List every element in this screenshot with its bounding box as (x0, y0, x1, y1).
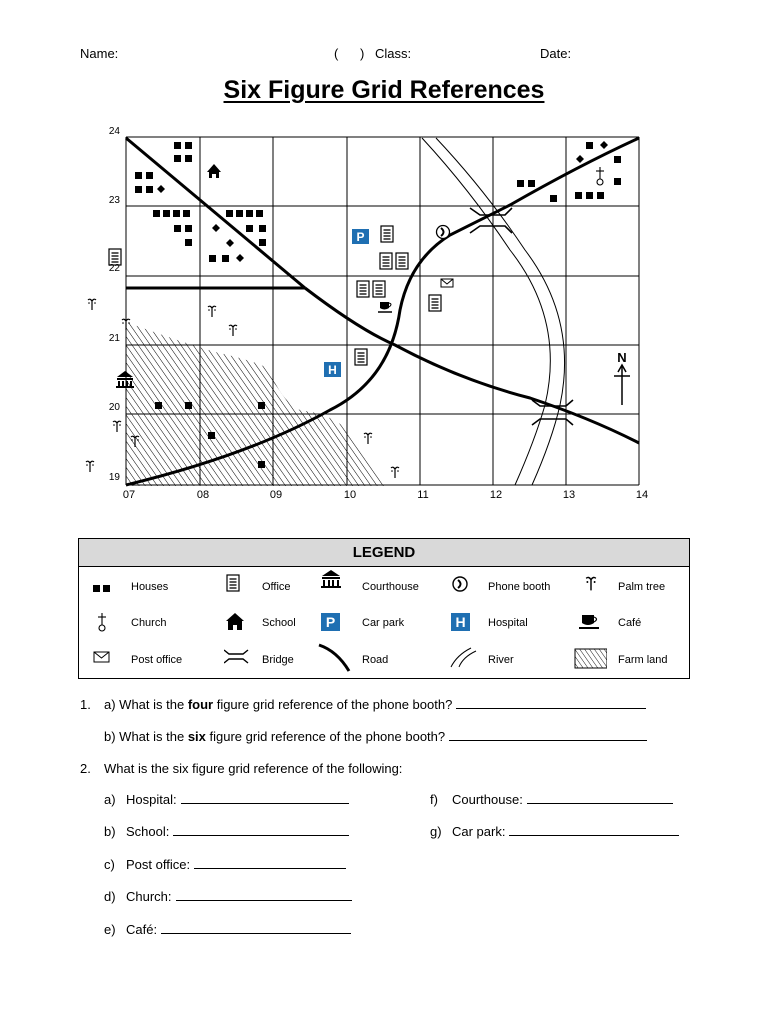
north-arrow (614, 350, 630, 405)
legend-title: LEGEND (79, 539, 689, 567)
answer-2g-input[interactable] (509, 823, 679, 836)
class-label: Class: (375, 46, 412, 61)
question-2: 2. What is the six figure grid reference of the following: (80, 761, 403, 776)
question-1a: 1. a) What is the four figure grid reference of the phone booth? (80, 696, 646, 712)
question-2a: a) Hospital: (104, 791, 349, 807)
question-2b: b) School: (104, 823, 349, 839)
y-tick-label: 19 (108, 472, 120, 483)
palm-tree-icon (581, 573, 611, 595)
x-tick-label: 14 (635, 489, 649, 501)
question-2f: f) Courthouse: (430, 791, 673, 807)
office-icon (429, 295, 441, 311)
answer-2a-input[interactable] (181, 791, 349, 804)
x-axis-labels (123, 489, 648, 501)
river-icon (449, 645, 483, 669)
farm-land-icon (573, 647, 607, 671)
answer-2f-input[interactable] (527, 791, 673, 804)
y-tick-label: 22 (108, 263, 120, 274)
question-2g: g) Car park: (430, 823, 679, 839)
question-2d: d) Church: (104, 888, 352, 904)
answer-2c-input[interactable] (194, 856, 346, 869)
date-label: Date: (540, 46, 572, 61)
office-icon (357, 281, 385, 297)
question-2c: c) Post office: (104, 856, 346, 872)
answer-1a-input[interactable] (456, 696, 646, 709)
office-icon (224, 573, 254, 595)
grid-map (0, 120, 768, 510)
x-tick-label: 12 (489, 489, 503, 501)
post-office-icon (441, 279, 453, 287)
school-icon (224, 611, 254, 633)
cafe-icon (378, 302, 392, 312)
answer-2b-input[interactable] (173, 823, 349, 836)
answer-1b-input[interactable] (449, 728, 647, 741)
phone-booth-icon (437, 226, 450, 239)
y-axis-labels (109, 126, 121, 483)
question-1b: b) What is the six figure grid reference of the phone booth? (104, 728, 647, 744)
name-label: Name: (80, 46, 119, 61)
school-icon (207, 164, 221, 178)
north-label: N (617, 350, 627, 365)
y-tick-label: 23 (108, 195, 120, 206)
courthouse-icon (319, 569, 349, 591)
church-icon (91, 611, 121, 633)
answer-2e-input[interactable] (161, 921, 351, 934)
x-tick-label: 07 (122, 489, 136, 501)
farm-land-area (126, 322, 387, 486)
legend-box: LEGEND Houses Office Courthouse Phone booth Palm tree Church School P Car park H Hospital Café Post office Bridge Road River Farm land (78, 538, 690, 679)
y-tick-label: 21 (108, 333, 120, 344)
road-icon (317, 639, 357, 675)
answer-2d-input[interactable] (176, 888, 352, 901)
class-number-paren: ( ) (334, 46, 365, 61)
hospital-letter: H (328, 363, 337, 377)
x-tick-label: 11 (417, 489, 429, 501)
y-tick-label: 24 (108, 126, 120, 137)
svg-text:H: H (455, 614, 466, 630)
svg-text:P: P (325, 614, 336, 630)
question-2e: e) Café: (104, 921, 351, 937)
y-tick-label: 20 (108, 402, 120, 413)
phone-booth-icon (449, 573, 479, 595)
office-icon (381, 226, 393, 242)
car-park-icon (352, 229, 369, 244)
page-title: Six Figure Grid References (223, 76, 545, 104)
x-tick-label: 09 (269, 489, 283, 501)
office-icon (355, 349, 367, 365)
x-tick-label: 10 (343, 489, 357, 501)
x-tick-label: 08 (196, 489, 210, 501)
post-office-icon (91, 649, 121, 671)
office-icon (380, 253, 408, 269)
bridge-icon (224, 649, 254, 671)
car-park-letter: P (356, 230, 365, 244)
hospital-icon (449, 611, 479, 633)
car-park-icon (319, 611, 349, 633)
cafe-icon (577, 611, 607, 633)
houses-icon (91, 577, 121, 599)
church-icon (596, 167, 604, 185)
x-tick-label: 13 (562, 489, 576, 501)
hospital-icon (324, 362, 341, 377)
